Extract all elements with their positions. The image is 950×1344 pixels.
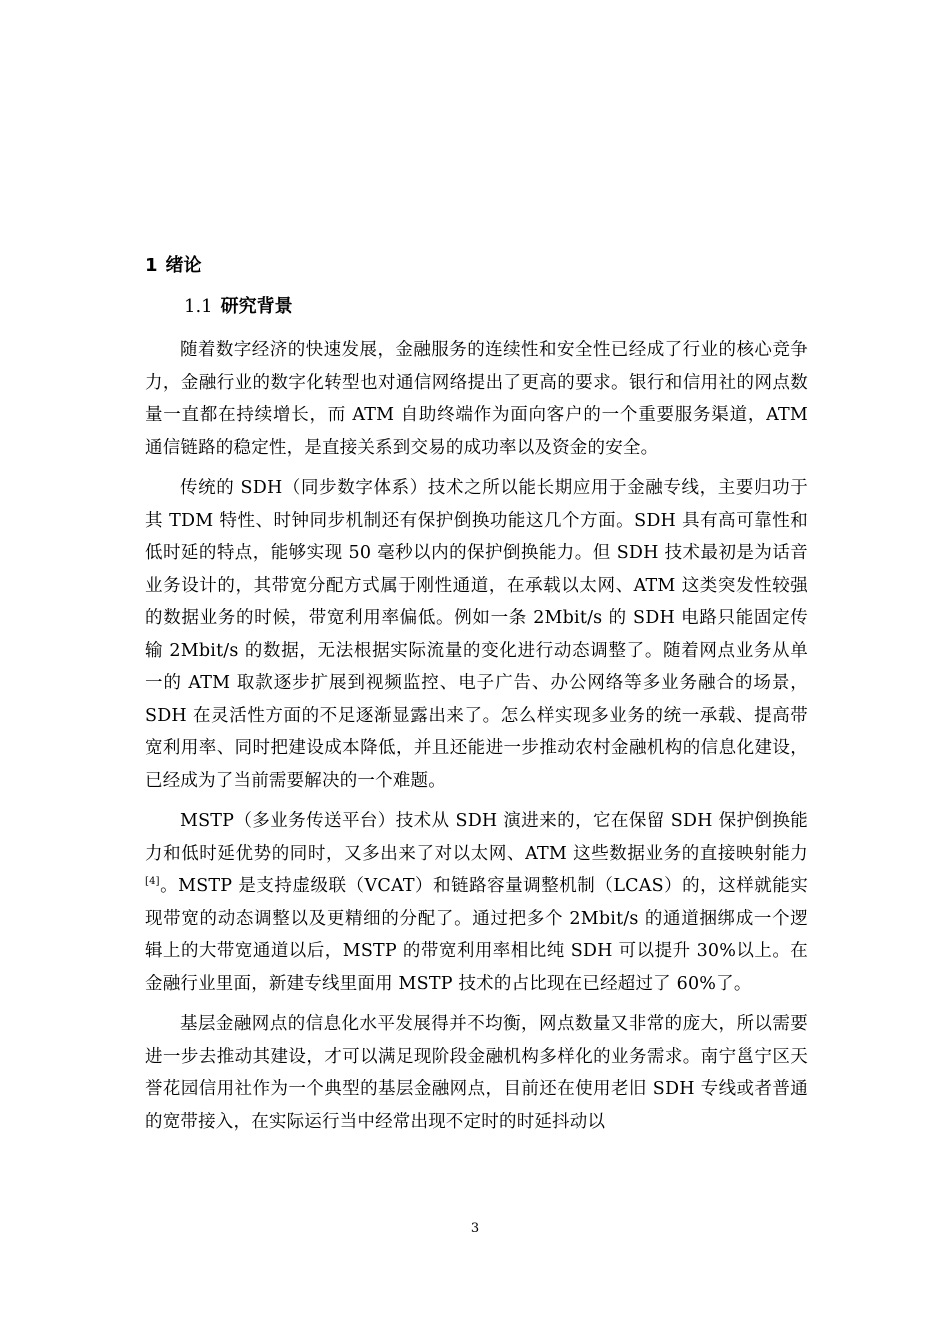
paragraph-1: 随着数字经济的快速发展，金融服务的连续性和安全性已经成了行业的核心竞争力，金融行业的数字化转型也对通信网络提出了更高的要求。银行和信用社的网点数量一直都在持续增长，而 ATM 自助终端作为面向客户的一个重要服务渠道，ATM 通信链路的稳定性，是直接关系到交易的成功率以及资金的安全。 (145, 340, 808, 458)
paragraph-3-text-after: 。MSTP 是支持虚级联（VCAT）和链路容量调整机制（LCAS）的，这样就能实现带宽的动态调整以及更精细的分配了。通过把多个 2Mbit/s 的通道捆绑成一个逻辑上的大带宽通道以后，MSTP 的带宽利用率相比纯 SDH 可以提升 30%以上。在金融行业里面，新建专线里面用 MSTP 技术的占比现在已经超过了 60%了。 (145, 876, 808, 994)
paragraph-4: 基层金融网点的信息化水平发展得并不均衡，网点数量又非常的庞大，所以需要进一步去推动其建设，才可以满足现阶段金融机构多样化的业务需求。南宁邕宁区天誉花园信用社作为一个典型的基层金融网点，目前还在使用老旧 SDH 专线或者普通的宽带接入，在实际运行当中经常出现不定时的时延抖动以 (145, 1014, 808, 1132)
paragraph-3 (145, 805, 808, 1000)
body-text (145, 334, 808, 1146)
paragraph-3-text-before: MSTP（多业务传送平台）技术从 SDH 演进来的，它在保留 SDH 保护倒换能力和低时延优势的同时，又多出来了对以太网、ATM 这些数据业务的直接映射能力 (145, 811, 808, 864)
section-heading (184, 295, 293, 319)
chapter-number: 1 (145, 255, 158, 276)
section-number: 1.1 (184, 296, 213, 317)
chapter-heading (145, 254, 202, 278)
page-number: 3 (470, 1221, 480, 1236)
citation-ref[interactable]: [4] (145, 876, 160, 888)
section-title: 研究背景 (220, 296, 293, 317)
chapter-title: 绪论 (165, 255, 202, 276)
paragraph-2: 传统的 SDH（同步数字体系）技术之所以能长期应用于金融专线，主要归功于其 TDM 特性、时钟同步机制还有保护倒换功能这几个方面。SDH 具有高可靠性和低时延的特点，能够实现 50 毫秒以内的保护倒换能力。但 SDH 技术最初是为话音业务设计的，其带宽分配方式属于刚性通道，在承载以太网、ATM 这类突发性较强的数据业务的时候，带宽利用率偏低。例如一条 2Mbit/s 的 SDH 电路只能固定传输 2Mbit/s 的数据，无法根据实际流量的变化进行动态调整了。随着网点业务从单一的 ATM 取款逐步扩展到视频监控、电子广告、办公网络等多业务融合的场景，SDH 在灵活性方面的不足逐渐显露出来了。怎么样实现多业务的统一承载、提高带宽利用率、同时把建设成本降低，并且还能进一步推动农村金融机构的信息化建设，已经成为了当前需要解决的一个难题。 (145, 478, 808, 791)
